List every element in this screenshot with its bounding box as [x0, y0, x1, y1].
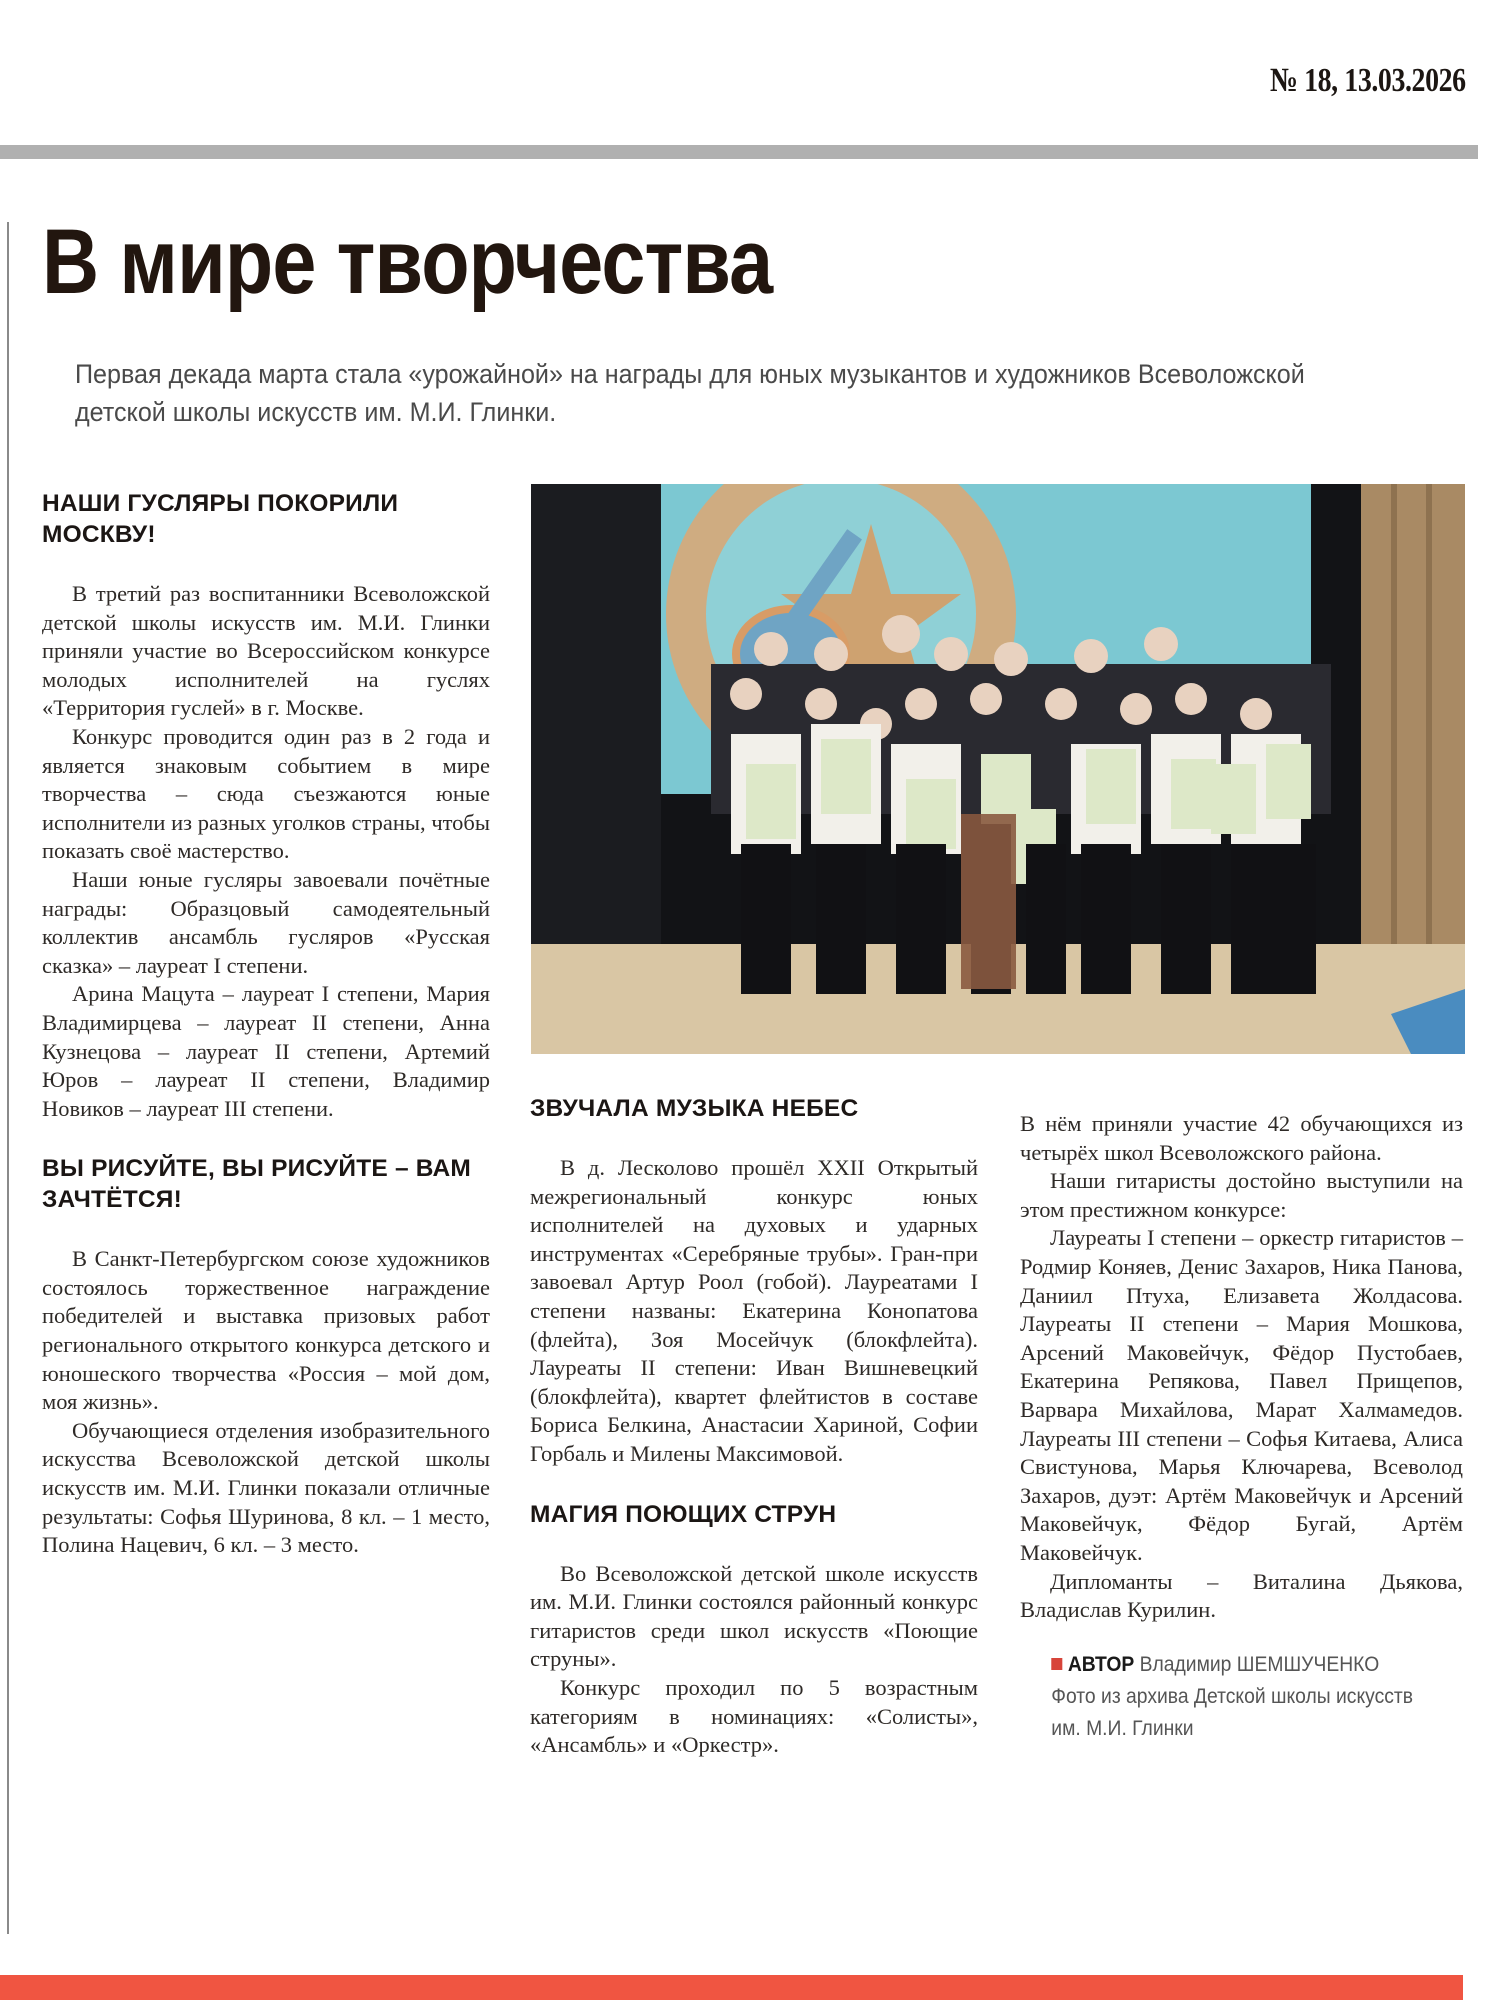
paragraph: Во Всеволожской детской школе искусств им. М.И. Глинки состоялся районный конкурс гитаристов среди школ искусств «Поющие струны». [530, 1560, 978, 1672]
byline-author: Владимир ШЕМШУЧЕНКО [1139, 1652, 1380, 1676]
paragraph: Дипломанты – Виталина Дьякова, Владислав Курилин. [1020, 1568, 1463, 1623]
section-heading-gusli: НАШИ ГУСЛЯРЫ ПОКОРИЛИ МОСКВУ! [42, 490, 399, 548]
column-1 [42, 488, 490, 1560]
photo-credit: Фото из архива Детской школы искусств им. М.И. Глинки [1051, 1684, 1414, 1740]
paragraph: Арина Мацута – лауреат I степени, Мария Владимирцева – лауреат II степени, Анна Кузнецова – лауреат II степени, Артемий Юров – лауреат II степени, Владимир Новиков – лауреат III степени. [42, 981, 490, 1121]
footer-accent-bar [0, 1975, 1463, 2000]
paragraph: В Санкт-Петербургском союзе художников состоялось торжественное награждение победителей и выставка призовых работ регионального открытого конкурса детского и юношеского творчества «Россия – мой дом, моя жизнь». [42, 1246, 490, 1415]
article-title: В мире творчества [42, 211, 773, 313]
paragraph: Наши юные гусляры завоевали почётные награды: Образцовый самодеятельный коллектив ансамбль гусляров «Русская сказка» – лауреат I степени. [42, 866, 490, 978]
section-heading-strings: МАГИЯ ПОЮЩИХ СТРУН [530, 1500, 837, 1528]
paragraph: Конкурс проходил по 5 возрастным категориям в номинациях: «Солисты», «Ансамбль» и «Оркестр». [530, 1674, 978, 1758]
article-photo [531, 484, 1465, 1054]
paragraph: В д. Лесколово прошёл XXII Открытый межрегиональный конкурс юных исполнителей на духовых и ударных инструментах «Серебряные трубы». Гран-при завоевал Артур Роол (гобой). Лауреатами I степени названы: Екатерина Конопатова (флейта), Зоя Мосейчук (блокфлейта). Лауреаты II степени: Иван Вишневецкий (блокфлейта), квартет флейтистов в составе Бориса Белкина, Анастасии Хариной, Софии Горбаль и Милены Максимовой. [530, 1155, 978, 1466]
issue-number-date: № 18, 13.03.2026 [1270, 62, 1466, 99]
paragraph: Обучающиеся отделения изобразительного искусства Всеволожской детской школы искусств им. М.И. Глинки показали отличные результаты: Софья Шуринова, 8 кл. – 1 место, Полина Нацевич, 6 кл. – 3 место. [42, 1417, 490, 1558]
group-photo-illustration [531, 484, 1465, 1054]
paragraph: Конкурс проводится один раз в 2 года и является знаковым событием в мире творчества – сюда съезжаются юные исполнители из разных уголков страны, чтобы показать своё мастерство. [42, 723, 490, 864]
column-3 [1020, 1110, 1463, 1745]
byline-label: АВТОР [1067, 1652, 1135, 1676]
paragraph: В нём приняли участие 42 обучающихся из четырёх школ Всеволожского района. [1020, 1111, 1463, 1165]
article-lead: Первая декада марта стала «урожайной» на награды для юных музыкантов и художников Всеволожской детской школы искусств им. М.И. Глинки. [75, 359, 1305, 427]
byline [1020, 1649, 1428, 1745]
section-heading-music: ЗВУЧАЛА МУЗЫКА НЕБЕС [530, 1095, 859, 1122]
byline-square-icon [1051, 1658, 1062, 1670]
stage-curtain [1361, 484, 1465, 1004]
paragraph: Лауреаты I степени – оркестр гитаристов – Родмир Коняев, Денис Захаров, Ника Панова, Даниил Птуха, Елизавета Жолдасова. Лауреаты II степени – Мария Мошкова, Арсений Маковейчук, Фёдор Пустобаев, Екатерина Репякова, Павел Прищепов, Варвара Михайлова, Марат Халмамедов. Лауреаты III степени – Софья Китаева, Алиса Свистунова, Марья Ключарева, Всеволод Захаров, дуэт: Артём Маковейчук и Арсений Маковейчук, Фёдор Бугай, Артём Маковейчук. [1020, 1225, 1463, 1565]
section-heading-drawing: ВЫ РИСУЙТЕ, ВЫ РИСУЙТЕ – ВАМ ЗАЧТЁТСЯ! [42, 1155, 471, 1214]
paragraph: Наши гитаристы достойно выступили на этом престижном конкурсе: [1020, 1168, 1463, 1222]
left-border-rule [7, 222, 9, 1934]
header-divider [0, 145, 1478, 159]
column-2 [530, 1093, 978, 1760]
paragraph: В третий раз воспитанники Всеволожской детской школы искусств им. М.И. Глинки приняли участие во Всероссийском конкурсе молодых исполнителей на гуслях «Территория гуслей» в г. Москве. [42, 581, 490, 721]
